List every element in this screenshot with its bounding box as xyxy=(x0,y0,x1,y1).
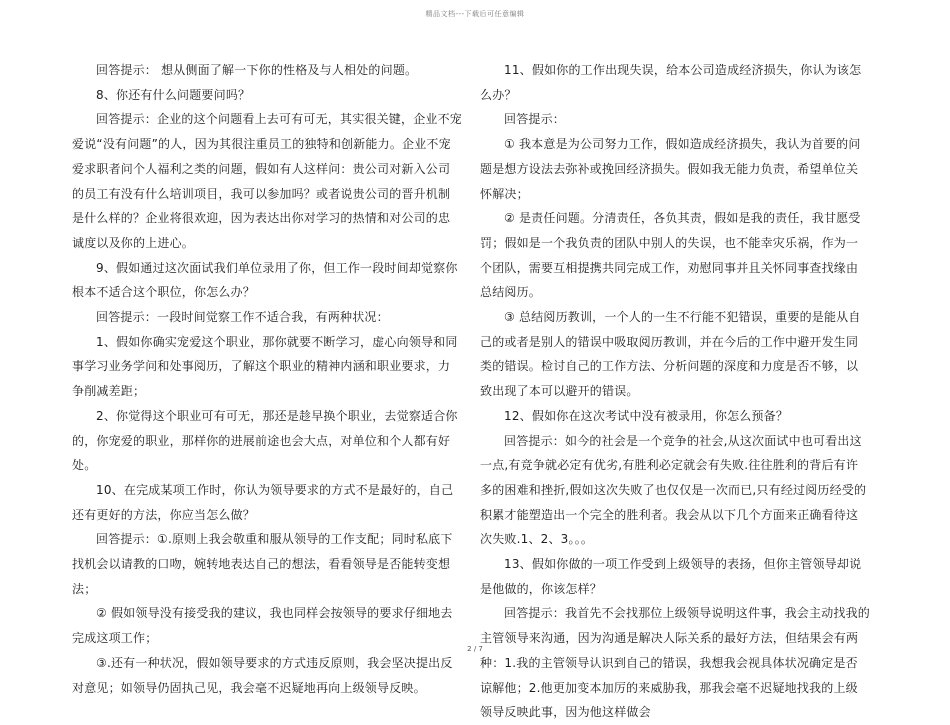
paragraph: ① 我本意是为公司努力工作，假如造成经济损失，我认为首要的问题是想方设法去弥补或挽回经济损失。假如我无能力负责，希望单位关怀解决； xyxy=(480,137,861,201)
paragraph: ② 假如领导没有接受我的建议，我也同样会按领导的要求仔细地去完成这项工作； xyxy=(72,606,453,646)
paragraph: 11、假如你的工作出现失误，给本公司造成经济损失，你认为该怎么办？ xyxy=(480,63,862,102)
left-column xyxy=(72,58,462,700)
paragraph: ③ 总结阅历教训，一个人的一生不行能不犯错误，重要的是能从自己的或者是别人的错误中吸取阅历教训，并在今后的工作中避开发生同类的错误。检讨自己的工作方法、分析问题的深度和力度是否不够，以致出现了本可以避开的错误。 xyxy=(480,310,861,399)
paragraph: 回答提示： xyxy=(504,112,566,127)
paragraph: ② 是责任问题。分清责任，各负其责，假如是我的责任，我甘愿受罚；假如是一个我负责的团队中别人的失误，也不能幸灾乐祸，作为一个团队，需要互相提携共同完成工作，劝慰同事并且关怀同事查找缘由总结阅历。 xyxy=(480,211,861,300)
paragraph: 10、在完成某项工作时，你认为领导要求的方式不是最好的，自己还有更好的方法，你应当怎么做？ xyxy=(72,482,454,522)
paragraph: 回答提示： 想从侧面了解一下你的性格及与人相处的问题。 xyxy=(96,63,418,77)
page-header: 精品文档---下载后可任意编辑 xyxy=(425,10,525,18)
right-column xyxy=(480,58,870,725)
paragraph: 回答提示：如今的社会是一个竞争的社会,从这次面试中也可看出这一点,有竞争就必定有优劣,有胜利必定就会有失败.往往胜利的背后有许多的困难和挫折,假如这次失败了也仅仅是一次而已,只有经过阅历经受的积累才能塑造出一个完全的胜利者。我会从以下几个方面来正确看待这次失败.1、2、3。。。 xyxy=(480,433,867,547)
paragraph: 8、你还有什么问题要问吗？ xyxy=(96,87,251,102)
page-number: 2 / 7 xyxy=(467,645,483,653)
paragraph: 12、假如你在这次考试中没有被录用，你怎么预备？ xyxy=(504,408,789,423)
paragraph: 9、假如通过这次面试我们单位录用了你，但工作一段时间却觉察你根本不适合这个职位，你怎么办？ xyxy=(72,260,458,300)
paragraph: 回答提示：企业的这个问题看上去可有可无，其实很关键，企业不宠爱说“没有问题”的人，因为其很注重员工的独特和创新能力。企业不宠爱求职者问个人福利之类的问题，假如有人这样问：贵公司对新入公司的员工有没有什么培训项目，我可以参加吗？或者说贵公司的晋升机制是什么样的？企业将很欢迎，因为表达出你对学习的热情和对公司的忠诚度以及你的上进心。 xyxy=(72,112,463,250)
paragraph: 1、假如你确实宠爱这个职业，那你就要不断学习，虚心向领导和同事学习业务学问和处事阅历，了解这个职业的精神内涵和职业要求，力争削减差距； xyxy=(72,334,458,399)
paragraph: 回答提示：一段时间觉察工作不适合我，有两种状况： xyxy=(96,310,389,325)
paragraph: 2、你觉得这个职业可有可无，那还是趁早换个职业，去觉察适合你的，你宠爱的职业，那样你的进展前途也会大点，对单位和个人都有好处。 xyxy=(72,408,458,473)
paragraph: 回答提示：①.原则上我会敬重和服从领导的工作支配；同时私底下找机会以请教的口吻，婉转地表达自己的想法，看看领导是否能转变想法； xyxy=(72,532,453,596)
paragraph: ③.还有一种状况，假如领导要求的方式违反原则，我会坚决提出反对意见；如领导仍固执己见，我会毫不迟疑地再向上级领导反映。 xyxy=(72,655,453,695)
paragraph: 13、假如你做的一项工作受到上级领导的表扬，但你主管领导却说是他做的，你该怎样？ xyxy=(480,557,862,596)
paragraph: 回答提示：我首先不会找那位上级领导说明这件事，我会主动找我的主管领导来沟通，因为沟通是解决人际关系的最好方法，但结果会有两种：1.我的主管领导认识到自己的错误，我想我会视具体状况确定是否谅解他；2.他更加变本加厉的来威胁我，那我会毫不迟疑地找我的上级领导反映此事，因为他这样做会 xyxy=(480,606,871,720)
